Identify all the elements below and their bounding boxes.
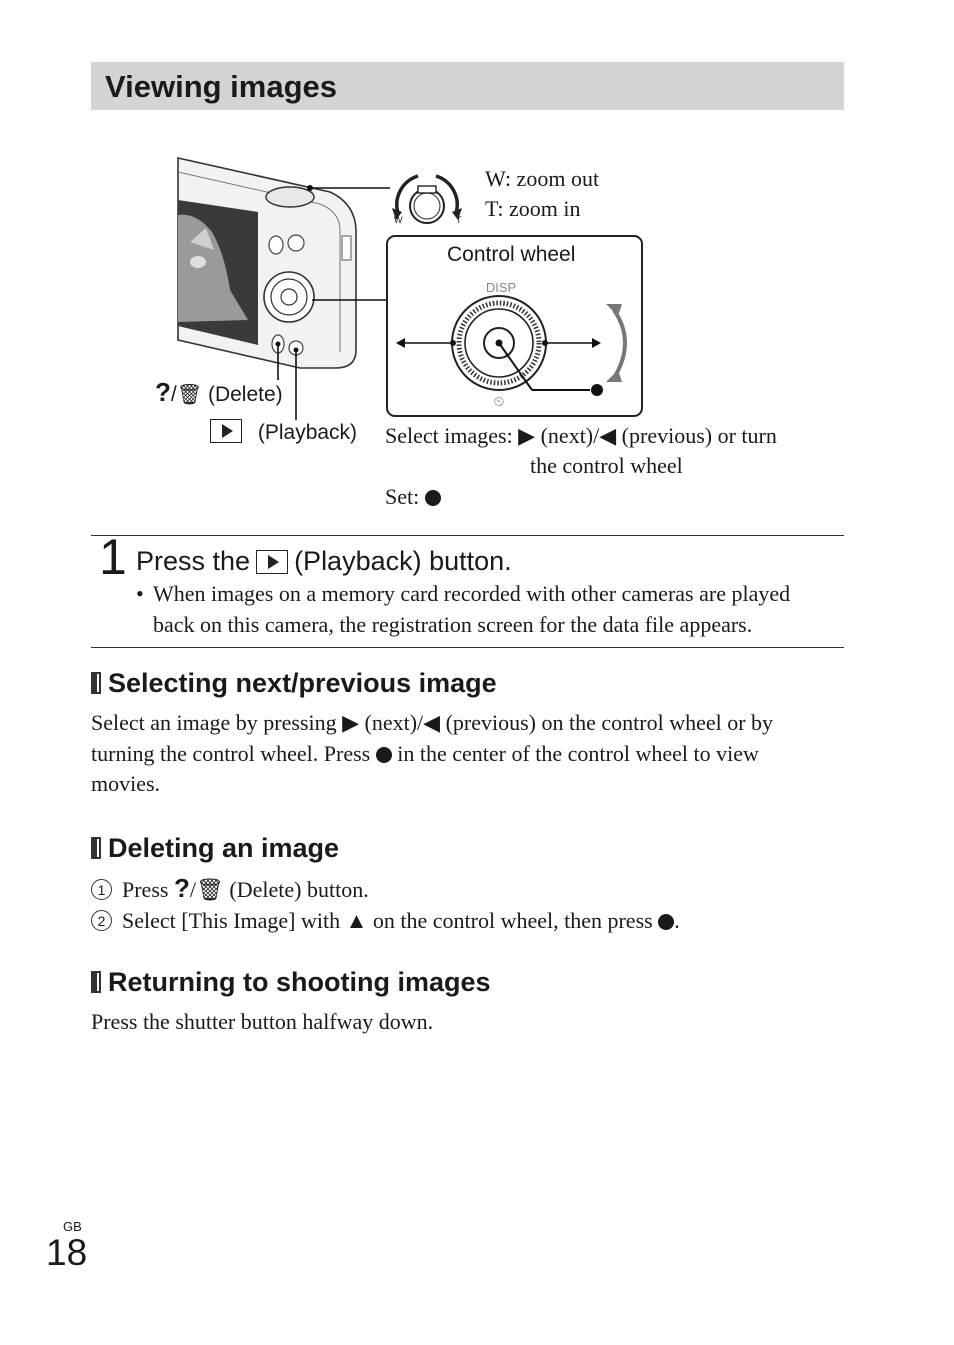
note-line1: When images on a memory card recorded with other cameras are played: [153, 581, 791, 606]
set-label: Set:: [385, 484, 420, 509]
heading-marker-icon: [91, 971, 101, 993]
select-images-line2: the control wheel: [530, 453, 683, 478]
playback-callout: [210, 419, 357, 445]
heading-text: Returning to shooting images: [108, 967, 491, 997]
set-callout: [385, 484, 441, 510]
heading-marker-icon: [91, 672, 101, 694]
help-icon: ?: [173, 873, 190, 903]
body-text: in the center of the control wheel to view: [397, 740, 759, 766]
playback-label: (Playback): [257, 421, 358, 444]
step-circle-icon: 2: [91, 910, 112, 931]
body-line: Select an image by pressing ▶ (next)/◀ (previous) on the control wheel or by: [91, 710, 774, 735]
help-icon: ?: [155, 377, 171, 407]
list-item: 1 Press ?/🗑 (Delete) button.: [91, 873, 846, 906]
delete-steps: [91, 873, 846, 936]
step-bottom-rule: [91, 647, 844, 648]
title-bar: [91, 62, 844, 110]
trash-icon: 🗑: [176, 384, 203, 406]
playback-icon: [210, 419, 242, 443]
body-line: [91, 739, 846, 770]
step-top-rule: [91, 535, 844, 536]
page-number: 18: [46, 1232, 88, 1273]
playback-icon: [256, 550, 288, 574]
delete-label: (Delete): [207, 383, 283, 406]
control-wheel-title: Control wheel: [447, 243, 576, 266]
lever-t-label: T: [456, 215, 462, 225]
center-button-icon: [658, 914, 674, 930]
svg-text:⏲: ⏲: [493, 394, 505, 410]
heading-marker-icon: [91, 837, 101, 859]
item-text: (Delete) button.: [229, 877, 369, 902]
disp-label: DISP: [485, 280, 517, 295]
section-heading-delete: [91, 833, 339, 864]
step-title-post: (Playback) button.: [294, 546, 512, 576]
item-text: .: [674, 907, 680, 933]
list-item: [91, 906, 846, 937]
note-bullet: •: [136, 581, 144, 606]
step-circle-icon: 1: [91, 879, 112, 900]
step-title-pre: Press the: [136, 546, 251, 576]
center-button-icon: [425, 490, 441, 506]
body-line: movies.: [91, 771, 161, 796]
zoom-lever-icon: [392, 176, 462, 223]
item-text: Select [This Image] with ▲ on the control wheel, then press: [122, 907, 653, 933]
step-number: 1: [99, 529, 127, 585]
return-body: Press the shutter button halfway down.: [91, 1009, 434, 1034]
center-button-icon: [376, 747, 392, 763]
delete-callout: ?/🗑 (Delete): [155, 377, 283, 407]
footer-region: GB: [63, 1219, 82, 1234]
body-text: turning the control wheel. Press: [91, 740, 371, 766]
trash-icon: 🗑: [195, 877, 224, 902]
select-images-line1: Select images: ▶ (next)/◀ (previous) or turn: [385, 423, 777, 448]
item-text: Press: [122, 877, 169, 902]
lever-w-label: W: [394, 215, 403, 225]
step-title: [136, 546, 512, 577]
page-title: Viewing images: [105, 69, 338, 104]
next-prev-body: [91, 708, 846, 800]
heading-text: Selecting next/previous image: [108, 668, 497, 698]
heading-text: Deleting an image: [108, 833, 340, 863]
zoom-out-label: W: zoom out: [485, 166, 600, 191]
note-line2: back on this camera, the registration screen for the data file appears.: [153, 612, 753, 637]
section-heading-return: [91, 967, 491, 998]
zoom-in-label: T: zoom in: [485, 196, 581, 221]
section-heading-next-prev: [91, 668, 497, 699]
